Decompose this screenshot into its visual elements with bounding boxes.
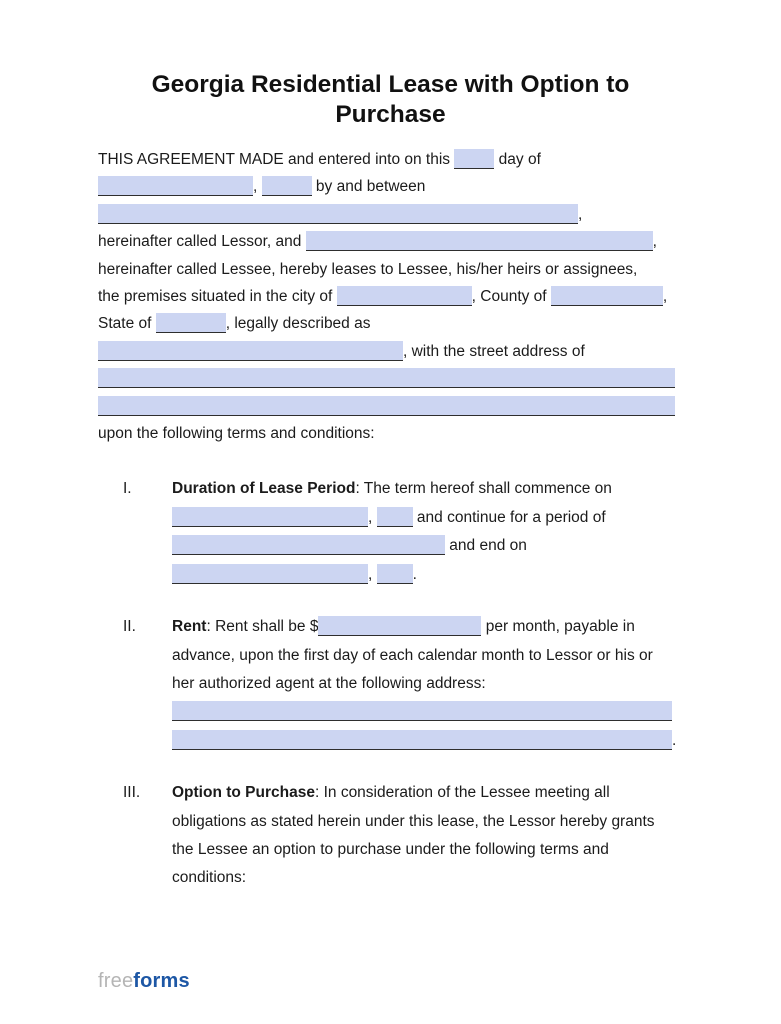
text-run: conditions: bbox=[172, 869, 247, 887]
form-field-blank[interactable] bbox=[98, 368, 675, 388]
form-field-blank[interactable] bbox=[318, 616, 481, 636]
form-field-blank[interactable] bbox=[337, 286, 472, 306]
text-run: , legally described as bbox=[225, 315, 371, 333]
section-content bbox=[172, 613, 682, 755]
text-run: , bbox=[368, 565, 377, 583]
text-run: : Rent shall be $ bbox=[206, 618, 319, 636]
intro-line bbox=[98, 173, 682, 200]
text-run: , bbox=[662, 288, 668, 306]
form-field-blank[interactable] bbox=[98, 204, 578, 224]
logo-free-text: free bbox=[98, 970, 134, 992]
text-run: , County of bbox=[471, 288, 551, 306]
text-run: THIS AGREEMENT MADE and entered into on this bbox=[98, 151, 455, 168]
text-run: the premises situated in the city of bbox=[98, 288, 337, 306]
form-field-blank[interactable] bbox=[377, 564, 413, 584]
section-line bbox=[172, 808, 682, 836]
text-run: the Lessee an option to purchase under the following terms and bbox=[172, 840, 609, 858]
section-numeral: II. bbox=[123, 618, 136, 636]
section-line bbox=[172, 613, 682, 641]
form-field-blank[interactable] bbox=[98, 396, 675, 416]
intro-line bbox=[98, 228, 682, 255]
section-line bbox=[172, 779, 682, 807]
bold-text-run: Rent bbox=[172, 618, 207, 636]
section-line bbox=[172, 642, 682, 670]
section-option-to-purchase bbox=[98, 779, 682, 893]
document-body bbox=[98, 146, 682, 893]
form-field-blank[interactable] bbox=[551, 286, 663, 306]
text-run: , with the street address of bbox=[403, 342, 585, 360]
intro-line bbox=[98, 146, 682, 173]
form-field-blank[interactable] bbox=[156, 313, 226, 333]
form-field-blank[interactable] bbox=[98, 176, 253, 196]
text-run: . bbox=[672, 731, 677, 749]
text-run: hereinafter called Lessee, hereby leases to Lessee, his/her heirs or assignees, bbox=[98, 260, 638, 278]
section-line bbox=[172, 836, 682, 864]
form-field-blank[interactable] bbox=[172, 535, 445, 555]
freeforms-logo bbox=[98, 970, 190, 993]
section-line bbox=[172, 475, 682, 503]
bold-text-run: Duration of Lease Period bbox=[172, 480, 356, 498]
text-run: , bbox=[253, 178, 262, 196]
form-field-blank[interactable] bbox=[98, 341, 403, 361]
text-run: advance, upon the first day of each calendar month to Lessor or his or bbox=[172, 646, 653, 664]
page-title-line-1: Georgia Residential Lease with Option to bbox=[151, 71, 630, 98]
form-field-blank[interactable] bbox=[172, 507, 368, 527]
text-run: , bbox=[578, 205, 583, 223]
page-title bbox=[0, 0, 781, 130]
form-field-blank[interactable] bbox=[306, 231, 653, 251]
text-run: hereinafter called Lessor, and bbox=[98, 233, 306, 251]
text-run: per month, payable in bbox=[481, 618, 635, 636]
form-field-blank[interactable] bbox=[454, 149, 494, 169]
intro-line bbox=[98, 310, 682, 337]
section-duration-of-lease-period bbox=[98, 475, 682, 589]
intro-line bbox=[98, 420, 682, 447]
text-run: . bbox=[412, 565, 417, 583]
text-run: and continue for a period of bbox=[412, 508, 606, 526]
form-field-blank[interactable] bbox=[172, 564, 368, 584]
section-line bbox=[172, 670, 682, 698]
section-numeral: I. bbox=[123, 480, 132, 498]
section-rent bbox=[98, 613, 682, 755]
form-field-blank[interactable] bbox=[172, 701, 672, 721]
intro-paragraph bbox=[98, 146, 682, 447]
section-numeral: III. bbox=[123, 784, 141, 802]
section-content bbox=[172, 475, 682, 589]
section-line bbox=[172, 532, 682, 560]
intro-line bbox=[98, 365, 682, 392]
text-run: by and between bbox=[311, 178, 426, 196]
text-run: , bbox=[368, 508, 377, 526]
form-field-blank[interactable] bbox=[262, 176, 312, 196]
section-line bbox=[172, 561, 682, 589]
text-run: day of bbox=[494, 151, 541, 168]
text-run: obligations as stated herein under this lease, the Lessor hereby grants bbox=[172, 812, 655, 830]
section-line bbox=[172, 698, 682, 726]
section-line bbox=[172, 864, 682, 892]
text-run: upon the following terms and conditions: bbox=[98, 425, 375, 443]
intro-line bbox=[98, 283, 682, 310]
section-line bbox=[172, 504, 682, 532]
sections-container bbox=[98, 475, 682, 892]
text-run: her authorized agent at the following address: bbox=[172, 674, 486, 692]
intro-line bbox=[98, 393, 682, 420]
text-run: : The term hereof shall commence on bbox=[355, 480, 612, 498]
bold-text-run: Option to Purchase bbox=[172, 784, 315, 802]
text-run: : In consideration of the Lessee meeting all bbox=[314, 784, 610, 802]
intro-line bbox=[98, 201, 682, 228]
section-content bbox=[172, 779, 682, 893]
logo-forms-text: forms bbox=[133, 970, 190, 992]
form-field-blank[interactable] bbox=[377, 507, 413, 527]
text-run: , bbox=[652, 233, 657, 251]
text-run: and end on bbox=[445, 537, 527, 555]
form-field-blank[interactable] bbox=[172, 730, 672, 750]
intro-line bbox=[98, 256, 682, 283]
section-line bbox=[172, 727, 682, 755]
intro-line bbox=[98, 338, 682, 365]
page-title-line-2: Purchase bbox=[335, 101, 446, 128]
text-run: State of bbox=[98, 315, 156, 333]
